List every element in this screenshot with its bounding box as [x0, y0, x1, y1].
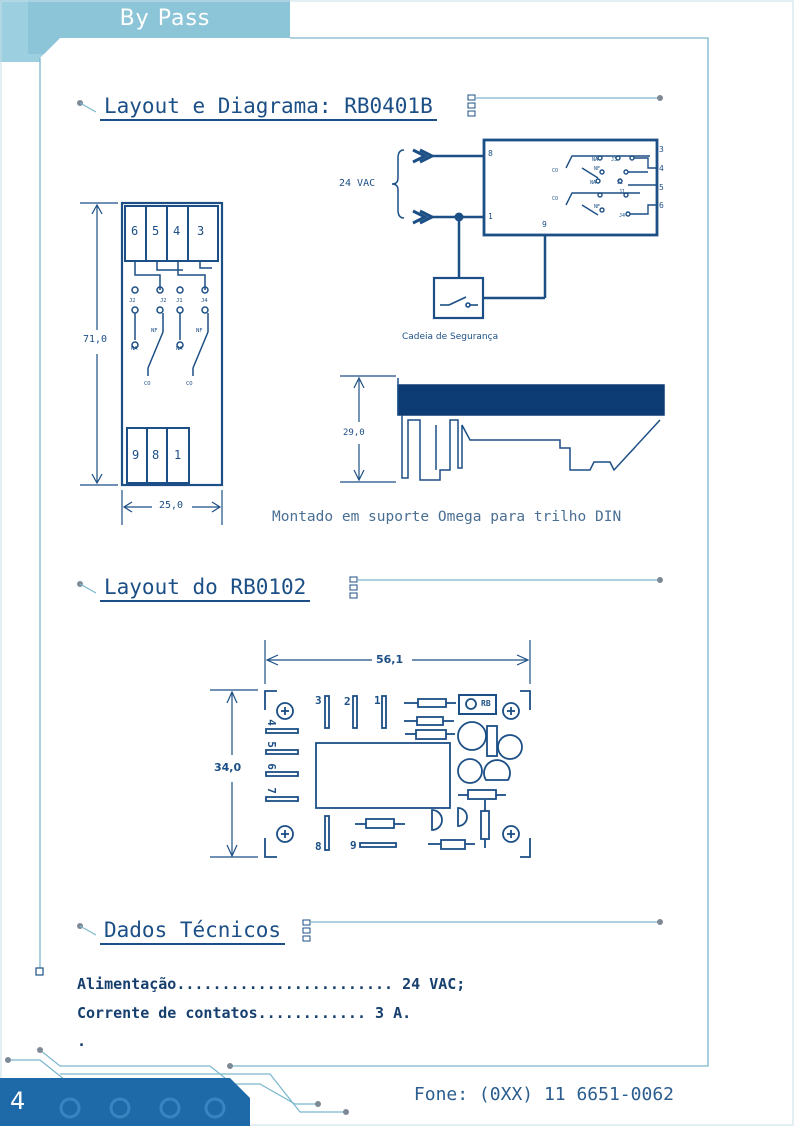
svg-text:NA: NA: [176, 346, 183, 352]
circuit-dot-1: [37, 1047, 43, 1053]
svg-text:J1: J1: [619, 189, 626, 195]
outer-border: [1, 1, 793, 1125]
bottom-slot-1: 1: [174, 448, 182, 462]
terminal-6-label: 6: [264, 763, 278, 770]
section-title-dados-tecnicos: Dados Técnicos: [100, 918, 285, 945]
width-dimension-label: 25,0: [159, 500, 184, 511]
terminal-3-label: 3: [315, 694, 322, 707]
svg-text:NF: NF: [196, 328, 203, 334]
voltage-label: 24 VAC: [339, 178, 376, 189]
pin-1-label: 1: [488, 212, 493, 221]
schematic-junction: [455, 213, 464, 222]
terminal-2-label: 2: [344, 695, 351, 708]
frame-line-main: [230, 38, 708, 1066]
top-slot-5: 5: [152, 224, 160, 238]
safety-switch: [440, 297, 478, 307]
svg-text:J2: J2: [617, 180, 624, 186]
rb0102-dimensions: [210, 640, 530, 857]
rb0401b-layout-drawing: [122, 203, 222, 485]
svg-text:CO: CO: [552, 196, 559, 202]
frame-node: [36, 968, 43, 975]
page-number: 4: [10, 1087, 26, 1115]
height-dimension-label: 71,0: [83, 334, 108, 345]
mount-height-label: 29,0: [343, 428, 365, 438]
din-rail-mount: [398, 378, 664, 480]
svg-text:NF: NF: [151, 328, 158, 334]
terminal-1-label: 1: [374, 694, 381, 707]
pin-6-label: 6: [659, 201, 664, 210]
rb0102-layout: [265, 691, 530, 857]
svg-text:J1: J1: [176, 298, 183, 304]
spec-extra: .: [77, 1032, 87, 1050]
mount-caption: Montado em suporte Omega para trilho DIN: [272, 509, 622, 525]
rb0102-width-label: 56,1: [376, 653, 404, 666]
pin-3-label: 3: [659, 145, 664, 154]
footer-phone: Fone: (0XX) 11 6651-0062: [413, 1084, 674, 1105]
terminal-9-label: 9: [350, 839, 357, 852]
circuit-line-1: [40, 1050, 230, 1082]
pin-4-label: 4: [659, 164, 664, 173]
pin-5-label: 5: [659, 183, 664, 192]
rb0401b-small-labels: [129, 298, 208, 387]
rb0401b-dimensions: [80, 203, 222, 525]
bottom-slot-9: 9: [132, 448, 140, 462]
svg-text:CO: CO: [186, 381, 193, 387]
svg-text:J4: J4: [201, 298, 208, 304]
svg-text:NF: NF: [594, 166, 601, 172]
safety-chain-label: Cadeia de Segurança: [402, 332, 499, 342]
terminal-5-label: 5: [264, 741, 278, 748]
rb-component-label: RB: [481, 699, 491, 708]
svg-text:CO: CO: [144, 381, 151, 387]
svg-text:J2: J2: [129, 298, 136, 304]
section-title-layout-diagrama: Layout e Diagrama: RB0401B: [100, 94, 437, 121]
circuit-dot-3: [315, 1101, 321, 1107]
svg-text:NA: NA: [131, 346, 138, 352]
pin-9-label: 9: [542, 220, 547, 229]
top-slot-4: 4: [173, 224, 181, 238]
svg-text:CO: CO: [552, 168, 559, 174]
circuit-dot-2: [5, 1057, 11, 1063]
svg-text:NF: NF: [594, 204, 601, 210]
terminal-7-label: 7: [264, 787, 278, 794]
pin-8-label: 8: [488, 149, 493, 158]
header-tab-title: By Pass: [119, 6, 211, 31]
terminal-4-label: 4: [264, 719, 278, 726]
bottom-slot-8: 8: [152, 448, 160, 462]
spec-power: Alimentação........................ 24 VAC;: [77, 975, 466, 993]
rb0401b-schematic: [392, 140, 657, 318]
svg-text:J4: J4: [619, 213, 626, 219]
circuit-dot-4: [343, 1109, 349, 1115]
svg-text:NA: NA: [592, 157, 599, 163]
schematic-internal-contacts: [566, 156, 657, 216]
top-slot-6: 6: [131, 224, 139, 238]
circuit-dot-5: [227, 1063, 233, 1069]
section-title-layout-rb0102: Layout do RB0102: [100, 575, 310, 602]
svg-text:NA: NA: [590, 180, 597, 186]
top-slot-3: 3: [197, 224, 205, 238]
svg-text:J2: J2: [160, 298, 167, 304]
rb0102-height-label: 34,0: [214, 761, 242, 774]
spec-contact-current: Corrente de contatos............ 3 A.: [77, 1004, 412, 1022]
terminal-8-label: 8: [315, 840, 322, 853]
svg-text:J3: J3: [611, 157, 618, 163]
